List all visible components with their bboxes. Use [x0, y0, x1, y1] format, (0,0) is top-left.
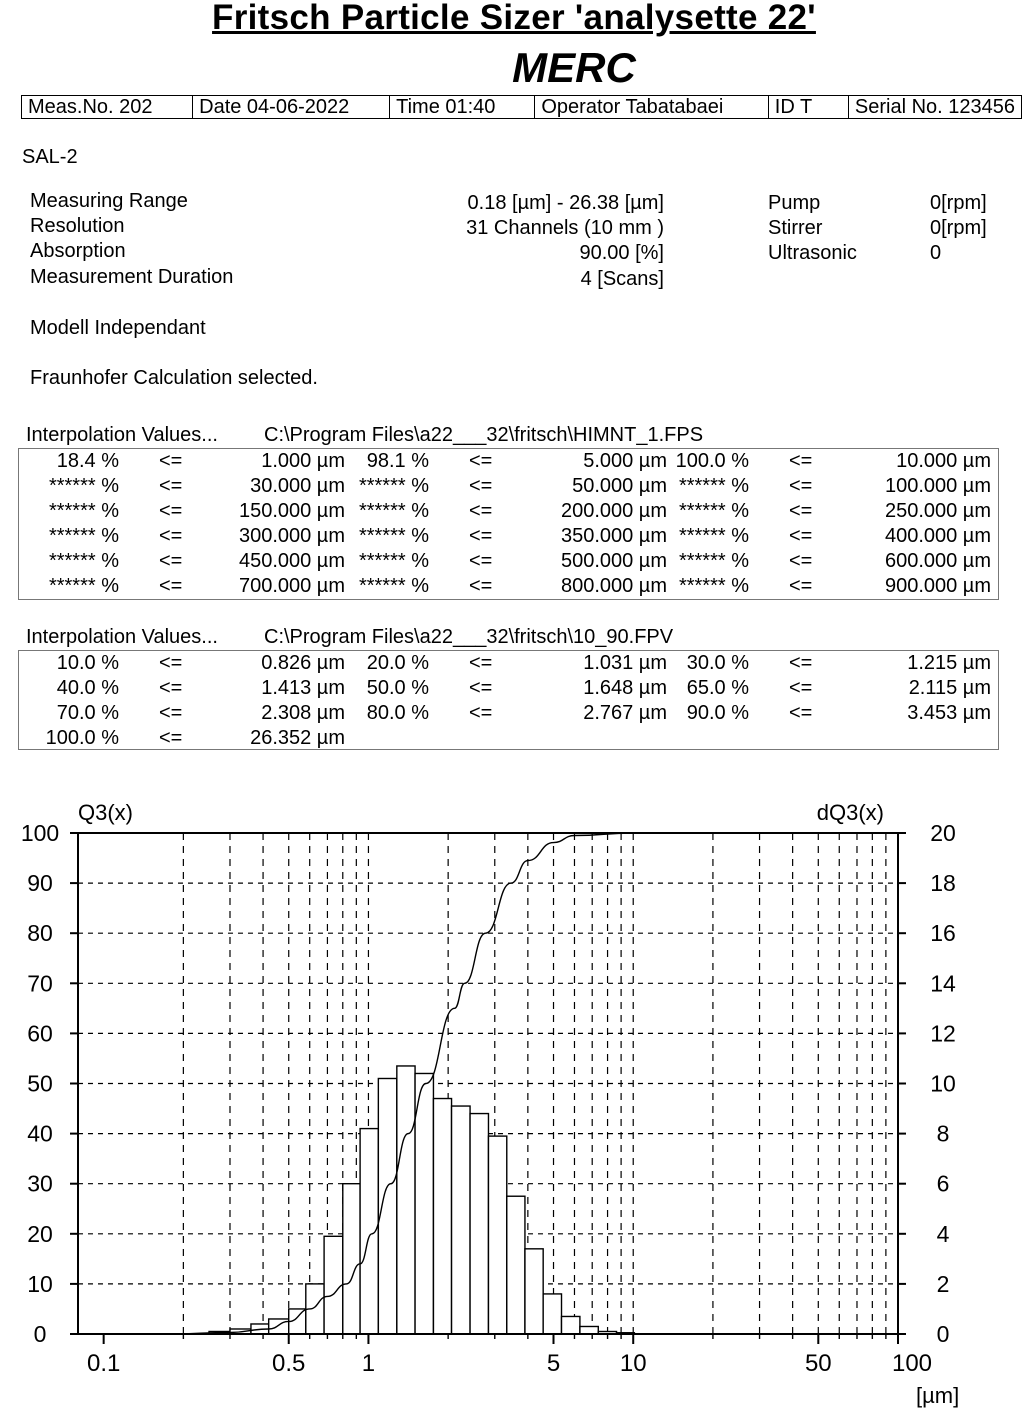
interp2-op: <=: [469, 677, 493, 699]
interp1-op: <=: [159, 450, 183, 472]
interp1-percent: ****** %: [678, 575, 749, 597]
interp2-op: <=: [159, 677, 183, 699]
y-right-tick-label: 20: [930, 820, 956, 846]
calc-text: Fraunhofer Calculation selected.: [30, 367, 318, 389]
y-left-tick-label: 20: [27, 1220, 53, 1247]
interp2-op: <=: [469, 652, 493, 674]
interp2-op: <=: [469, 702, 493, 724]
histogram-bar: [525, 1249, 543, 1334]
sample-name: SAL-2: [22, 146, 78, 168]
interp1-size: 150.000 µm: [238, 500, 345, 522]
meas-date: Date 04-06-2022: [193, 96, 390, 118]
histogram-bar: [343, 1184, 360, 1334]
pump-label: Pump: [768, 192, 821, 214]
interp1-op: <=: [789, 575, 813, 597]
operator: Operator Tabatabaei: [535, 96, 768, 118]
interp2-size: 1.215 µm: [907, 652, 991, 674]
y-right-tick-label: 12: [930, 1020, 956, 1047]
interp2-percent: 100.0 %: [45, 727, 119, 749]
resolution-label: Resolution: [30, 215, 125, 237]
interp1-op: <=: [159, 575, 183, 597]
ultrasonic-label: Ultrasonic: [768, 242, 857, 264]
absorption-label: Absorption: [30, 240, 126, 262]
interp2-size: 26.352 µm: [250, 727, 345, 749]
interp1-percent: ****** %: [678, 525, 749, 547]
interp1-size: 800.000 µm: [560, 575, 667, 597]
y-left-tick-label: 90: [27, 870, 53, 897]
y-left-label: Q3(x): [78, 800, 133, 825]
resolution-value: 31 Channels (10 mm ): [466, 217, 664, 239]
interp1-op: <=: [469, 500, 493, 522]
range-label: Measuring Range: [30, 190, 188, 212]
interp2-percent: 40.0 %: [56, 677, 119, 699]
histogram-bar: [488, 1136, 506, 1334]
y-right-tick-label: 4: [936, 1220, 950, 1247]
measurement-header: [21, 95, 1022, 119]
interp1-size: 700.000 µm: [238, 575, 345, 597]
histogram-bar: [397, 1066, 415, 1334]
histogram-bar: [507, 1196, 525, 1334]
y-right-tick-label: 16: [930, 920, 956, 947]
sample-id: ID T: [769, 96, 849, 118]
interp1-op: <=: [159, 525, 183, 547]
interp1-op: <=: [159, 550, 183, 572]
y-left-tick-label: 30: [27, 1170, 53, 1197]
histogram-bar: [378, 1078, 396, 1334]
interp1-size: 400.000 µm: [884, 525, 991, 547]
interp1-size: 100.000 µm: [884, 475, 991, 497]
interp1-size: 250.000 µm: [884, 500, 991, 522]
interp1-op: <=: [469, 525, 493, 547]
interp1-percent: ****** %: [358, 550, 429, 572]
interp2-percent: 70.0 %: [56, 702, 119, 724]
interp2-percent: 30.0 %: [686, 652, 749, 674]
particle-size-chart: [0, 800, 1028, 1414]
interp1-percent: ****** %: [358, 575, 429, 597]
interp2-size: 3.453 µm: [907, 702, 991, 724]
range-value: 0.18 [µm] - 26.38 [µm]: [467, 192, 664, 214]
interp2-path: C:\Program Files\a22___32\fritsch\10_90.FPV: [264, 626, 674, 648]
ultrasonic-value: 0: [930, 242, 942, 264]
interp1-size: 500.000 µm: [560, 550, 667, 572]
histogram-bar: [324, 1236, 343, 1334]
interp1-op: <=: [159, 475, 183, 497]
meas-no: Meas.No. 202: [22, 96, 193, 118]
interp1-op: <=: [469, 450, 493, 472]
interp2-percent: 50.0 %: [366, 677, 429, 699]
interp2-label: Interpolation Values...: [26, 626, 218, 648]
duration-label: Measurement Duration: [30, 266, 234, 288]
interp1-op: <=: [789, 475, 813, 497]
x-axis-label: [µm]: [916, 1383, 960, 1408]
interp2-op: <=: [789, 702, 813, 724]
interp2-size: 0.826 µm: [261, 652, 345, 674]
duration-value: 4 [Scans]: [580, 268, 664, 290]
interp1-op: <=: [789, 550, 813, 572]
x-tick-label: 10: [619, 1350, 647, 1377]
interp1-percent: ****** %: [48, 575, 119, 597]
absorption-value: 90.00 [%]: [579, 242, 664, 264]
interp1-size: 50.000 µm: [572, 475, 667, 497]
y-right-tick-label: 10: [930, 1070, 956, 1097]
interp1-table: [18, 448, 999, 600]
interp1-op: <=: [469, 575, 493, 597]
interp1-percent: ****** %: [358, 475, 429, 497]
interp1-percent: 18.4 %: [56, 450, 119, 472]
y-left-tick-label: 80: [27, 920, 53, 947]
y-right-tick-label: 8: [936, 1120, 950, 1147]
pump-value: 0[rpm]: [930, 192, 987, 214]
interp2-percent: 10.0 %: [56, 652, 119, 674]
report-title: Fritsch Particle Sizer 'analysette 22': [212, 0, 816, 37]
interp1-size: 300.000 µm: [238, 525, 345, 547]
y-left-tick-label: 60: [27, 1020, 53, 1047]
model-text: Modell Independant: [30, 317, 206, 339]
interp1-percent: ****** %: [48, 550, 119, 572]
interp1-op: <=: [789, 500, 813, 522]
interp2-op: <=: [789, 677, 813, 699]
interp1-op: <=: [789, 525, 813, 547]
x-tick-label: 5: [546, 1350, 561, 1377]
interp2-op: <=: [159, 652, 183, 674]
interp2-size: 1.413 µm: [261, 677, 345, 699]
x-tick-label: 1: [361, 1350, 376, 1377]
interp2-op: <=: [159, 727, 183, 749]
histogram-bar: [415, 1073, 433, 1334]
interp2-table: [18, 650, 999, 750]
interp2-op: <=: [789, 652, 813, 674]
y-left-tick-label: 50: [27, 1070, 53, 1097]
interp1-percent: ****** %: [48, 475, 119, 497]
interp1-size: 450.000 µm: [238, 550, 345, 572]
interp1-size: 350.000 µm: [560, 525, 667, 547]
interp1-size: 1.000 µm: [261, 450, 345, 472]
interp1-size: 30.000 µm: [250, 475, 345, 497]
y-left-tick-label: 10: [27, 1270, 53, 1297]
interp1-op: <=: [469, 475, 493, 497]
interp1-percent: 100.0 %: [675, 450, 749, 472]
interp1-size: 5.000 µm: [583, 450, 667, 472]
interp1-percent: 98.1 %: [366, 450, 429, 472]
y-right-label: dQ3(x): [816, 800, 884, 825]
y-right-tick-label: 6: [936, 1170, 950, 1197]
interp1-percent: ****** %: [48, 525, 119, 547]
interp1-size: 900.000 µm: [884, 575, 991, 597]
stirrer-value: 0[rpm]: [930, 217, 987, 239]
interp1-percent: ****** %: [358, 525, 429, 547]
interp2-size: 1.648 µm: [583, 677, 667, 699]
interp2-percent: 65.0 %: [686, 677, 749, 699]
y-right-tick-label: 2: [936, 1270, 950, 1297]
interp1-size: 600.000 µm: [884, 550, 991, 572]
interp2-size: 2.115 µm: [908, 677, 991, 699]
serial-no: Serial No. 123456: [854, 96, 1015, 118]
interp1-op: <=: [469, 550, 493, 572]
interp1-op: <=: [789, 450, 813, 472]
report-subtitle: MERC: [512, 44, 636, 91]
histogram-bar: [580, 1326, 598, 1334]
interp2-percent: 90.0 %: [686, 702, 749, 724]
interp1-size: 10.000 µm: [896, 450, 991, 472]
interp1-path: C:\Program Files\a22___32\fritsch\HIMNT_1.FPS: [264, 424, 704, 446]
interp1-op: <=: [159, 500, 183, 522]
histogram-bar: [543, 1294, 561, 1334]
interp2-percent: 80.0 %: [366, 702, 429, 724]
y-left-tick-label: 100: [20, 820, 60, 846]
interp2-size: 2.308 µm: [261, 702, 345, 724]
interp2-size: 1.031 µm: [583, 652, 667, 674]
histogram-bar: [452, 1106, 471, 1334]
interp1-size: 200.000 µm: [560, 500, 667, 522]
y-left-tick-label: 0: [33, 1321, 47, 1347]
histogram-bar: [433, 1099, 451, 1334]
interp1-percent: ****** %: [678, 500, 749, 522]
y-right-tick-label: 14: [930, 970, 956, 997]
interp2-op: <=: [159, 702, 183, 724]
interp1-percent: ****** %: [48, 500, 119, 522]
x-tick-label: 100: [891, 1350, 933, 1377]
interp2-percent: 20.0 %: [366, 652, 429, 674]
histogram-bar: [562, 1316, 580, 1334]
y-right-tick-label: 18: [930, 870, 956, 897]
histogram-bar: [470, 1114, 488, 1334]
x-tick-label: 0.5: [272, 1350, 306, 1377]
interp2-size: 2.767 µm: [583, 702, 667, 724]
interp1-percent: ****** %: [358, 500, 429, 522]
y-right-tick-label: 0: [936, 1321, 950, 1347]
interp1-percent: ****** %: [678, 475, 749, 497]
interp1-percent: ****** %: [678, 550, 749, 572]
stirrer-label: Stirrer: [768, 217, 823, 239]
chart-bars: [209, 1066, 634, 1334]
x-tick-label: 0.1: [86, 1350, 121, 1377]
interp1-label: Interpolation Values...: [26, 424, 218, 446]
meas-time: Time 01:40: [390, 96, 535, 118]
y-left-tick-label: 70: [27, 970, 53, 997]
y-left-tick-label: 40: [27, 1120, 53, 1147]
x-tick-label: 50: [804, 1350, 832, 1377]
